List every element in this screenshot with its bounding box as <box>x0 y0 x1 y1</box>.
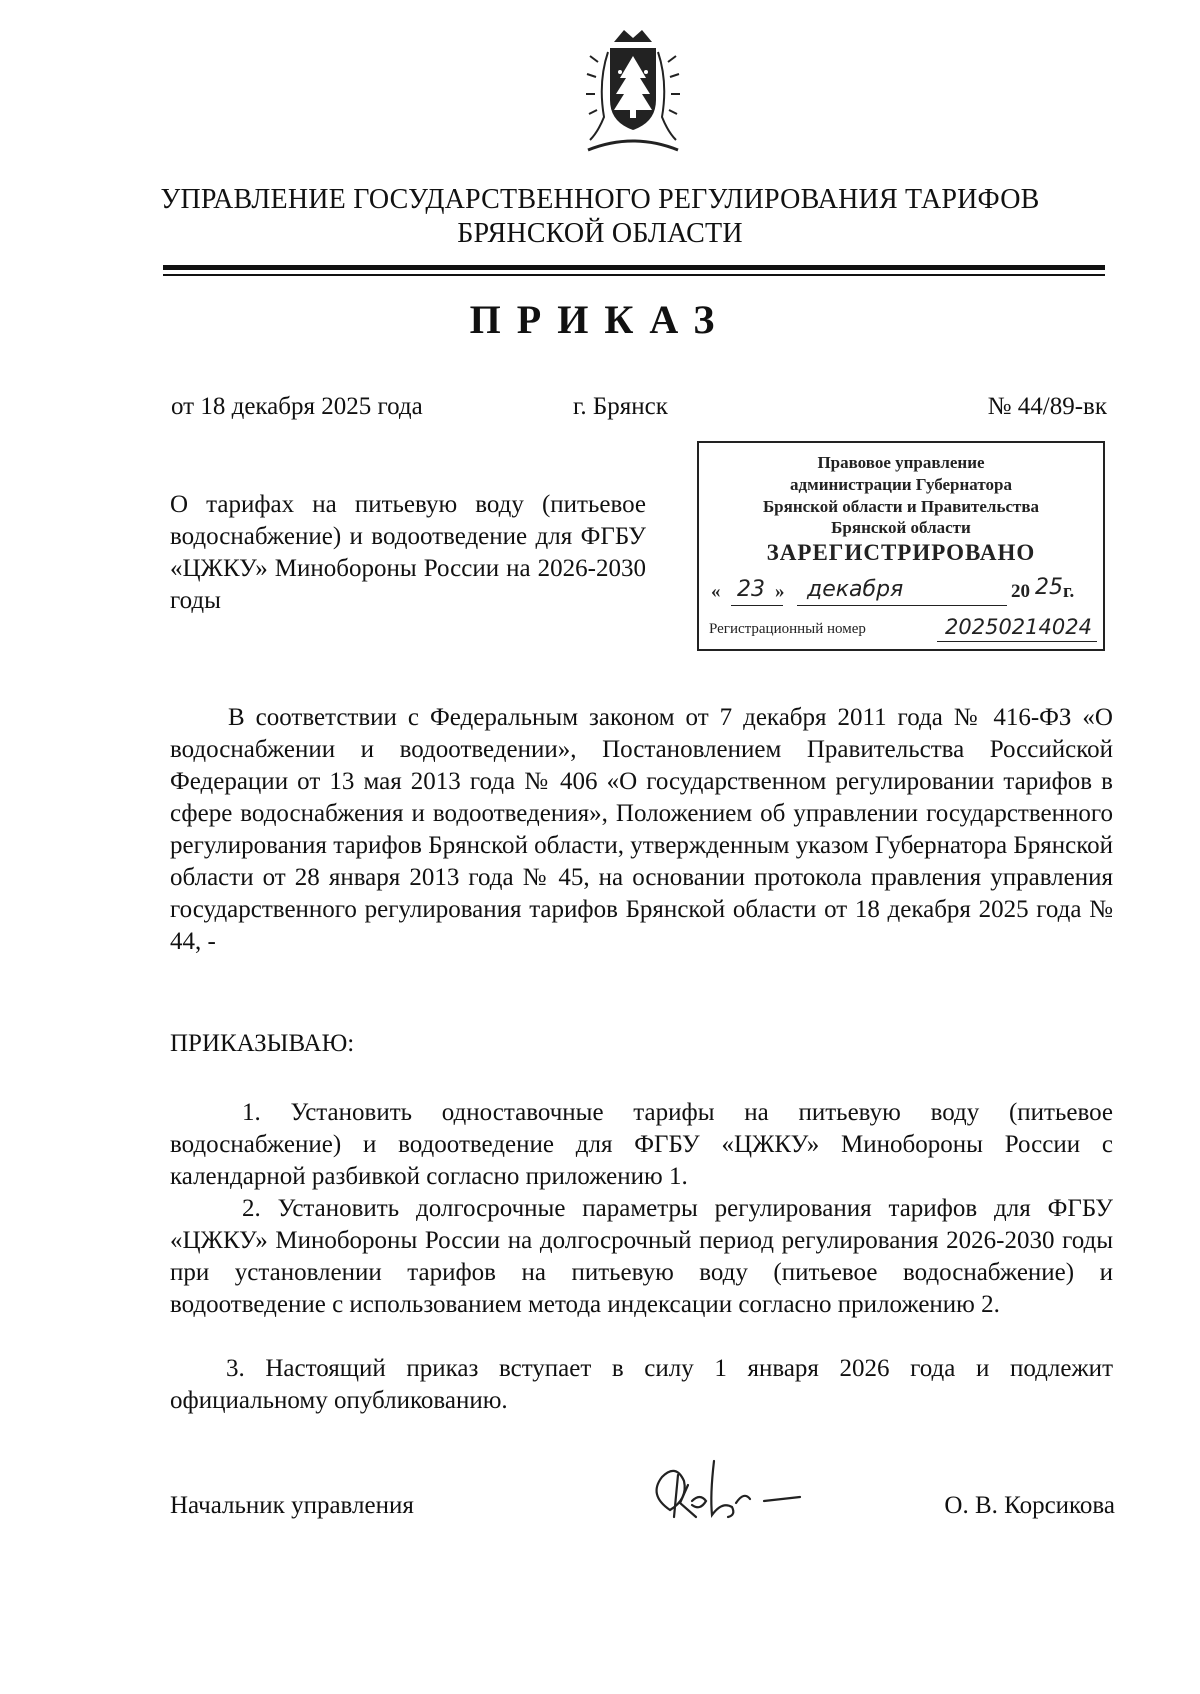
stamp-date-row <box>711 575 1093 607</box>
stamp-registration-number-row <box>709 615 1099 639</box>
handwritten-signature <box>640 1455 815 1535</box>
order-item-3: 3. Настоящий приказ вступает в силу 1 января 2026 года и подлежит официальному опубликованию. <box>170 1355 1113 1414</box>
order-date: от 18 декабря 2025 года <box>171 393 423 420</box>
stamp-line-4: Брянской области <box>831 518 971 537</box>
header-divider-thin <box>163 274 1105 276</box>
stamp-date-month: декабря <box>807 577 904 602</box>
stamp-line-2: администрации Губернатора <box>790 475 1012 494</box>
stamp-month-underline <box>797 605 1007 606</box>
stamp-year-suffix: 25 <box>1035 575 1063 600</box>
preamble-paragraph: В соответствии с Федеральным законом от 7 декабря 2011 года № 416-ФЗ «О водоснабжении и водоотведении», Постановлением Правительства Российской Федерации от 13 мая 2013 года № 406 «О государственном регулировании тарифов в сфере водоснабжения и водоотведения», Положением об управлении государственного регулирования тарифов Брянской области, утвержденным указом Губернатора Брянской области от 28 января 2013 года № 45, на основании протокола правления управления государственного регулирования тарифов Брянской области от 18 декабря 2025 года № 44, - <box>170 704 1113 955</box>
order-word: ПРИКАЗЫВАЮ: <box>170 1030 355 1057</box>
stamp-date-open-quote: « <box>711 581 721 602</box>
stamp-day-underline <box>731 605 783 606</box>
signatory-position: Начальник управления <box>170 1492 414 1519</box>
stamp-line-1: Правовое управление <box>817 453 985 472</box>
order-subject: О тарифах на питьевую воду (питьевое водоснабжение) и водоотведение для ФГБУ «ЦЖКУ» Минобороны России на 2026-2030 годы <box>170 491 646 614</box>
stamp-registration-number: 20250214024 <box>945 615 1092 639</box>
order-city: г. Брянск <box>573 393 668 420</box>
stamp-year-end: г. <box>1063 581 1075 602</box>
order-item-2: 2. Установить долгосрочные параметры регулирования тарифов для ФГБУ «ЦЖКУ» Минобороны России на долгосрочный период регулирования 2026-2030 годы при установлении тарифов на питьевую воду (питьевое водоснабжение) и водоотведение с использованием метода индексации согласно приложению 2. <box>170 1195 1113 1318</box>
stamp-year-prefix: 20 <box>1011 581 1030 602</box>
stamp-date-close-quote: » <box>775 581 785 602</box>
stamp-date-day: 23 <box>737 577 765 602</box>
stamp-regnum-underline <box>937 641 1097 642</box>
stamp-line-3: Брянской области и Правительства <box>762 497 1040 516</box>
stamp-registration-label: Регистрационный номер <box>709 621 866 637</box>
coat-of-arms-emblem <box>568 22 698 162</box>
stamp-registered: ЗАРЕГИСТРИРОВАНО <box>766 540 1036 565</box>
order-item-1: 1. Установить одноставочные тарифы на питьевую воду (питьевое водоснабжение) и водоотведение для ФГБУ «ЦЖКУ» Минобороны России с календарной разбивкой согласно приложению 1. <box>170 1099 1113 1190</box>
header-divider-thick <box>163 265 1105 270</box>
signatory-name: О. В. Корсикова <box>944 1492 1115 1519</box>
organization-name-line2: БРЯНСКОЙ ОБЛАСТИ <box>457 218 743 249</box>
order-number: № 44/89-вк <box>987 393 1107 420</box>
document-title: ПРИКАЗ <box>469 297 731 342</box>
organization-name-line1: УПРАВЛЕНИЕ ГОСУДАРСТВЕННОГО РЕГУЛИРОВАНИЯ ТАРИФОВ <box>160 184 1040 215</box>
registration-stamp <box>697 441 1105 651</box>
